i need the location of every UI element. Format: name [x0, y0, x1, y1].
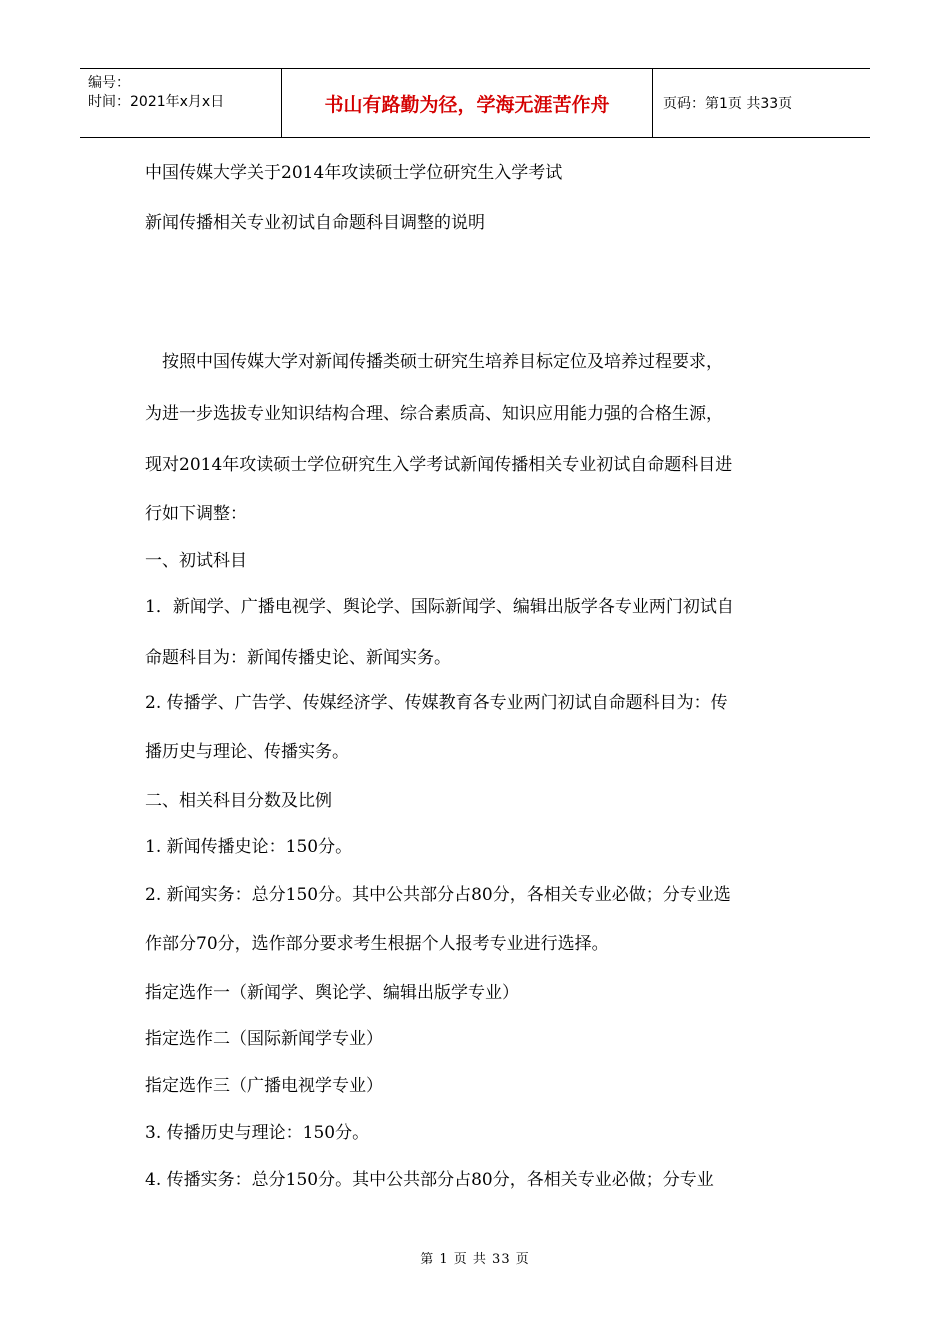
- body-line: 1. 新闻传播史论：150分。: [145, 837, 353, 857]
- body-line: 播历史与理论、传播实务。: [145, 742, 349, 762]
- motto: 书山有路勤为径，学海无涯苦作舟: [282, 69, 653, 137]
- page-footer: 第 1 页 共 33 页: [420, 1252, 530, 1267]
- body-line: 指定选作二（国际新闻学专业）: [145, 1029, 383, 1049]
- body-line: 指定选作三（广播电视学专业）: [145, 1076, 383, 1096]
- header-meta: [80, 69, 282, 137]
- section-heading: 二、相关科目分数及比例: [145, 791, 332, 811]
- body-line: 命题科目为：新闻传播史论、新闻实务。: [145, 648, 451, 668]
- body-line: 3. 传播历史与理论：150分。: [145, 1123, 370, 1143]
- page-header: [80, 68, 870, 138]
- page-info: 页码：第1页 共33页: [663, 96, 793, 112]
- serial-label: 编号：: [88, 75, 130, 91]
- body-line: 指定选作一（新闻学、舆论学、编辑出版学专业）: [145, 983, 519, 1003]
- body-line: 2. 传播学、广告学、传媒经济学、传媒教育各专业两门初试自命题科目为：传: [145, 693, 728, 713]
- body-line: 作部分70分，选作部分要求考生根据个人报考专业进行选择。: [145, 934, 609, 954]
- body-line: 按照中国传媒大学对新闻传播类硕士研究生培养目标定位及培养过程要求，: [145, 352, 723, 372]
- body-line: 为进一步选拔专业知识结构合理、综合素质高、知识应用能力强的合格生源，: [145, 404, 723, 424]
- time-label: 时间：2021年x月x日: [88, 94, 225, 110]
- body-line: 1．新闻学、广播电视学、舆论学、国际新闻学、编辑出版学各专业两门初试自: [145, 597, 734, 617]
- body-line: 现对2014年攻读硕士学位研究生入学考试新闻传播相关专业初试自命题科目进: [145, 455, 733, 475]
- body-line: 行如下调整：: [145, 504, 247, 524]
- document-title-line-1: 中国传媒大学关于2014年攻读硕士学位研究生入学考试: [145, 163, 563, 183]
- body-line: 4. 传播实务：总分150分。其中公共部分占80分，各相关专业必做；分专业: [145, 1170, 714, 1190]
- section-heading: 一、初试科目: [145, 551, 247, 571]
- document-title-line-2: 新闻传播相关专业初试自命题科目调整的说明: [145, 213, 485, 233]
- body-line: 2. 新闻实务：总分150分。其中公共部分占80分，各相关专业必做；分专业选: [145, 885, 731, 905]
